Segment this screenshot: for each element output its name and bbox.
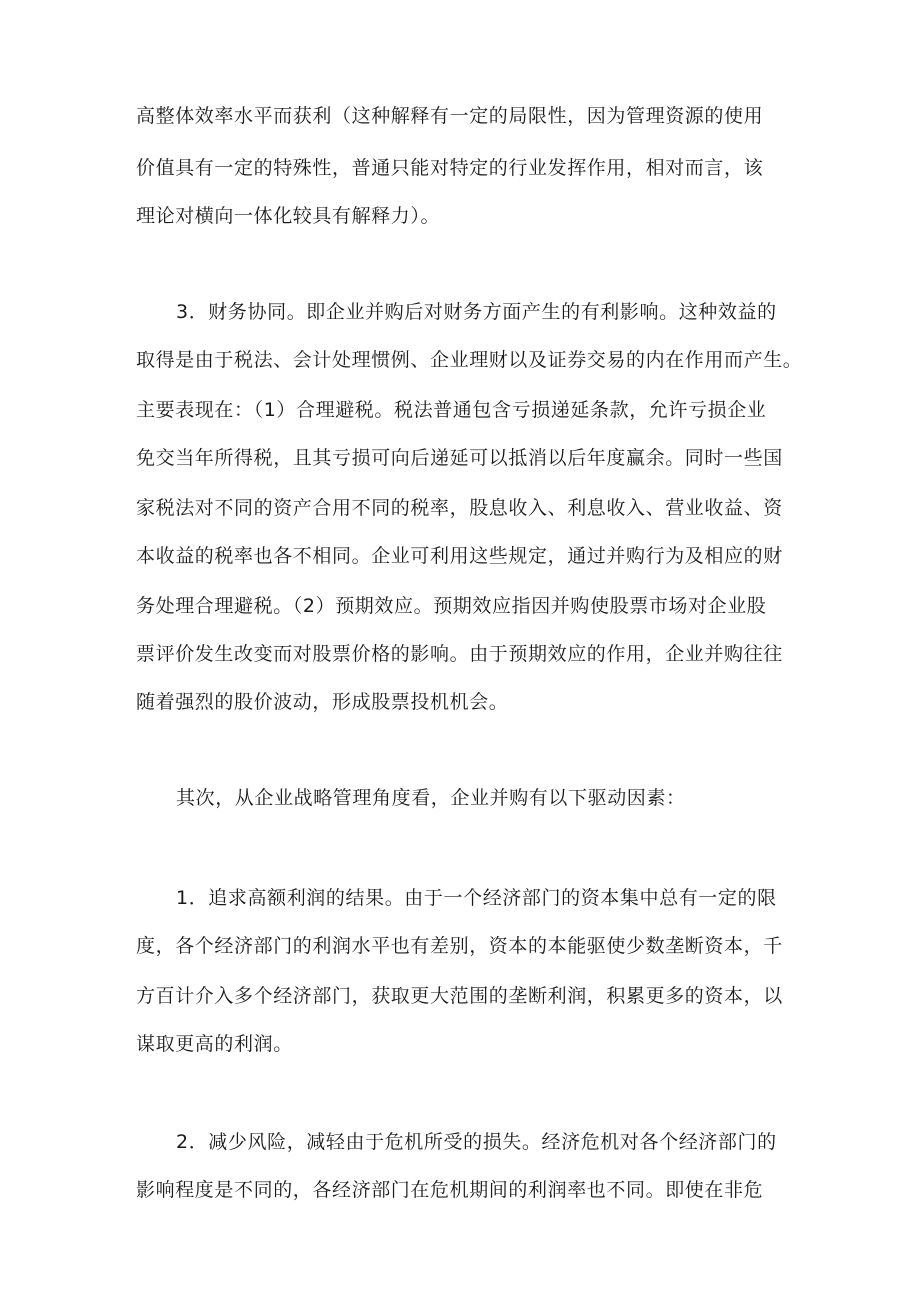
paragraph-2-line-1: 3．财务协同。即企业并购后对财务方面产生的有利影响。这种效益的 — [176, 301, 777, 323]
paragraph-4-line-4: 谋取更高的利润。 — [136, 1033, 293, 1055]
paragraph-4-line-1: 1．追求高额利润的结果。由于一个经济部门的资本集中总有一定的限 — [176, 887, 777, 909]
paragraph-2-line-3: 主要表现在：（1）合理避税。税法普通包含亏损递延条款，允许亏损企业 — [136, 399, 767, 421]
paragraph-3-line-1: 其次，从企业战略管理角度看，企业并购有以下驱动因素： — [176, 787, 686, 809]
paragraph-4-line-2: 度，各个经济部门的利润水平也有差别，资本的本能驱使少数垄断资本，千 — [136, 935, 783, 957]
paragraph-2-line-9: 随着强烈的股价波动，形成股票投机机会。 — [136, 691, 509, 713]
paragraph-2-line-8: 票评价发生改变而对股票价格的影响。由于预期效应的作用，企业并购往往 — [136, 643, 783, 665]
paragraph-2-line-6: 本收益的税率也各不相同。企业可利用这些规定，通过并购行为及相应的财 — [136, 545, 783, 567]
paragraph-4-line-3: 方百计介入多个经济部门，获取更大范围的垄断利润，积累更多的资本，以 — [136, 985, 783, 1007]
paragraph-5-line-1: 2．减少风险，减轻由于危机所受的损失。经济危机对各个经济部门的 — [176, 1131, 777, 1153]
paragraph-1-line-2: 价值具有一定的特殊性，普通只能对特定的行业发挥作用，相对而言，该 — [136, 157, 764, 179]
paragraph-1-line-3: 理论对横向一体化较具有解释力）。 — [136, 205, 441, 227]
paragraph-2-line-4: 免交当年所得税，且其亏损可向后递延可以抵消以后年度赢余。同时一些国 — [136, 447, 783, 469]
paragraph-5-line-2: 影响程度是不同的，各经济部门在危机期间的利润率也不同。即使在非危 — [136, 1179, 764, 1201]
paragraph-2-line-2: 取得是由于税法、会计处理惯例、企业理财以及证券交易的内在作用而产生。 — [136, 349, 803, 371]
paragraph-1-line-1: 高整体效率水平而获利（这种解释有一定的局限性，因为管理资源的使用 — [136, 105, 764, 127]
paragraph-2-line-7: 务处理合理避税。（2）预期效应。预期效应指因并购使股票市场对企业股 — [136, 595, 767, 617]
paragraph-2-line-5: 家税法对不同的资产合用不同的税率，股息收入、利息收入、营业收益、资 — [136, 497, 783, 519]
